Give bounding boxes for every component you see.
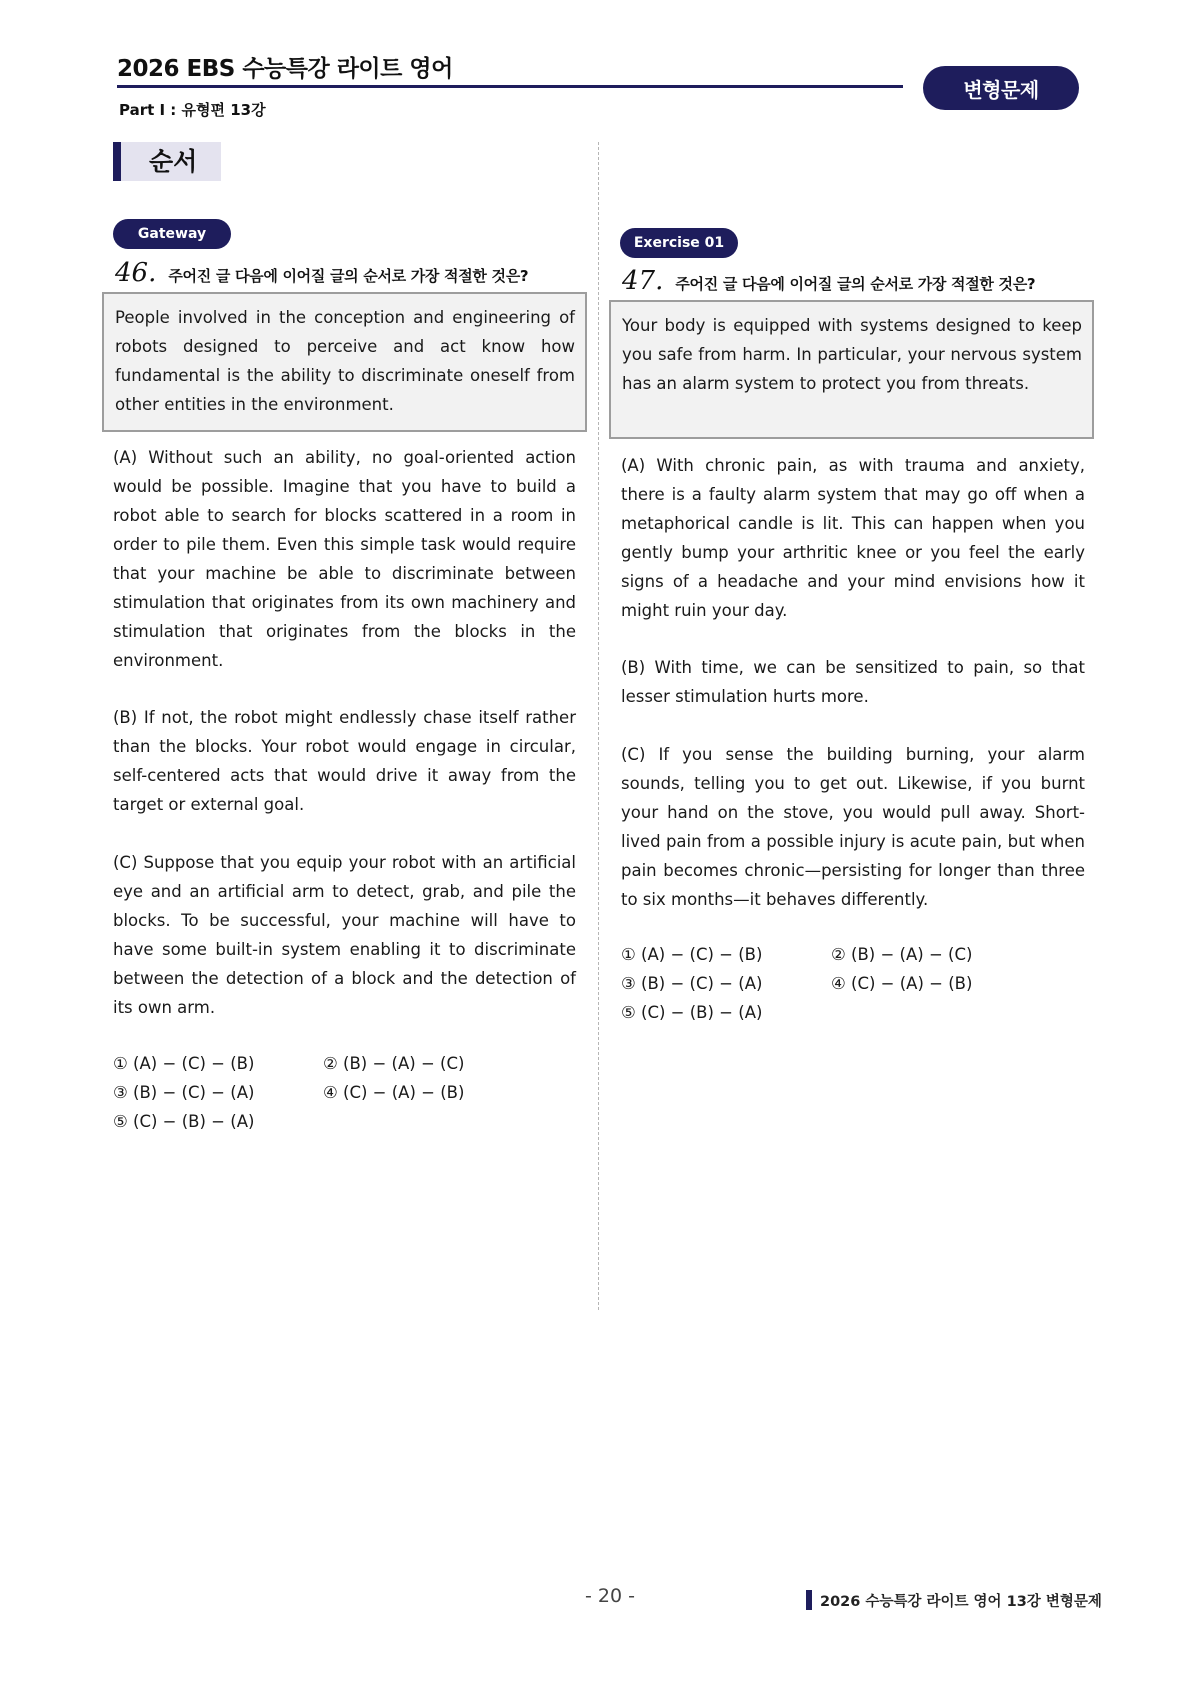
question-prompt: 주어진 글 다음에 이어질 글의 순서로 가장 적절한 것은? <box>675 275 1036 293</box>
choice-5[interactable]: ⑤ (C) − (B) − (A) <box>621 1003 763 1022</box>
column-divider <box>598 142 599 1310</box>
choice-3[interactable]: ③ (B) − (C) − (A) <box>113 1083 255 1102</box>
choice-2[interactable]: ② (B) − (A) − (C) <box>323 1054 465 1073</box>
answer-choices <box>113 1049 533 1136</box>
question-header-47 <box>622 266 1035 296</box>
paragraph-b: (B) With time, we can be sensitized to pain, so that lesser stimulation hurts more. <box>621 658 1085 706</box>
question-number: 46. <box>115 258 157 288</box>
header-rule <box>117 85 903 88</box>
choice-2[interactable]: ② (B) − (A) − (C) <box>831 945 973 964</box>
given-passage-text: Your body is equipped with systems designed to keep you safe from harm. In particular, your nervous system has an alarm system to protect you from threats. <box>622 316 1082 393</box>
choice-4[interactable]: ④ (C) − (A) − (B) <box>831 974 973 993</box>
given-passage-box <box>609 300 1094 439</box>
choice-5[interactable]: ⑤ (C) − (B) − (A) <box>113 1112 255 1131</box>
footer-label: 2026 수능특강 라이트 영어 13강 변형문제 <box>820 1594 1102 1610</box>
choice-1[interactable]: ① (A) − (C) − (B) <box>621 945 763 964</box>
page-number: - 20 - <box>585 1585 635 1607</box>
question-prompt: 주어진 글 다음에 이어질 글의 순서로 가장 적절한 것은? <box>168 267 529 285</box>
choice-3[interactable]: ③ (B) − (C) − (A) <box>621 974 763 993</box>
question-number: 47. <box>622 266 664 296</box>
document-subtitle: Part Ⅰ : 유형편 13강 <box>119 101 266 119</box>
document-type-badge: 변형문제 <box>923 66 1079 110</box>
question-badge-gateway: Gateway <box>113 219 231 249</box>
question-header-46 <box>115 258 528 288</box>
paragraph-b: (B) If not, the robot might endlessly chase itself rather than the blocks. Your robot would engage in circular, self-centered acts that would drive it away from the target or external goal. <box>113 708 576 814</box>
given-passage-box <box>102 292 587 432</box>
choice-1[interactable]: ① (A) − (C) − (B) <box>113 1054 255 1073</box>
question-badge-exercise: Exercise 01 <box>620 228 738 258</box>
section-title: 순서 <box>121 142 221 181</box>
paragraph-a: (A) With chronic pain, as with trauma and anxiety, there is a faulty alarm system that may go off when a metaphorical candle is lit. This can happen when you gently bump your arthritic knee or you feel the early signs of a headache and your mind envisions how it might ruin your day. <box>621 456 1085 620</box>
given-passage-text: People involved in the conception and engineering of robots designed to perceive and act know how fundamental is the ability to discriminate oneself from other entities in the environment. <box>115 308 575 414</box>
document-title: 2026 EBS 수능특강 라이트 영어 <box>117 56 453 82</box>
footer-marker <box>806 1590 812 1610</box>
paragraph-a: (A) Without such an ability, no goal-oriented action would be possible. Imagine that you have to build a robot able to search for blocks scattered in a room in order to pile them. Even this simple task would require that your machine be able to discriminate between stimulation that originates from its own machinery and stimulation that originates from the blocks in the environment. <box>113 448 576 670</box>
section-marker <box>113 142 121 181</box>
answer-choices <box>621 940 1041 1027</box>
paragraph-c: (C) Suppose that you equip your robot with an artificial eye and an artificial arm to detect, grab, and pile the blocks. To be successful, your machine will have to have some built-in system enabling it to discriminate between the detection of a block and the detection of its own arm. <box>113 853 576 1017</box>
choice-4[interactable]: ④ (C) − (A) − (B) <box>323 1083 465 1102</box>
paragraph-c: (C) If you sense the building burning, your alarm sounds, telling you to get out. Likewise, if you burnt your hand on the stove, you would pull away. Short-lived pain from a possible injury is acute pain, but when pain becomes chronic—persisting for longer than three to six months—it behaves differently. <box>621 745 1085 909</box>
